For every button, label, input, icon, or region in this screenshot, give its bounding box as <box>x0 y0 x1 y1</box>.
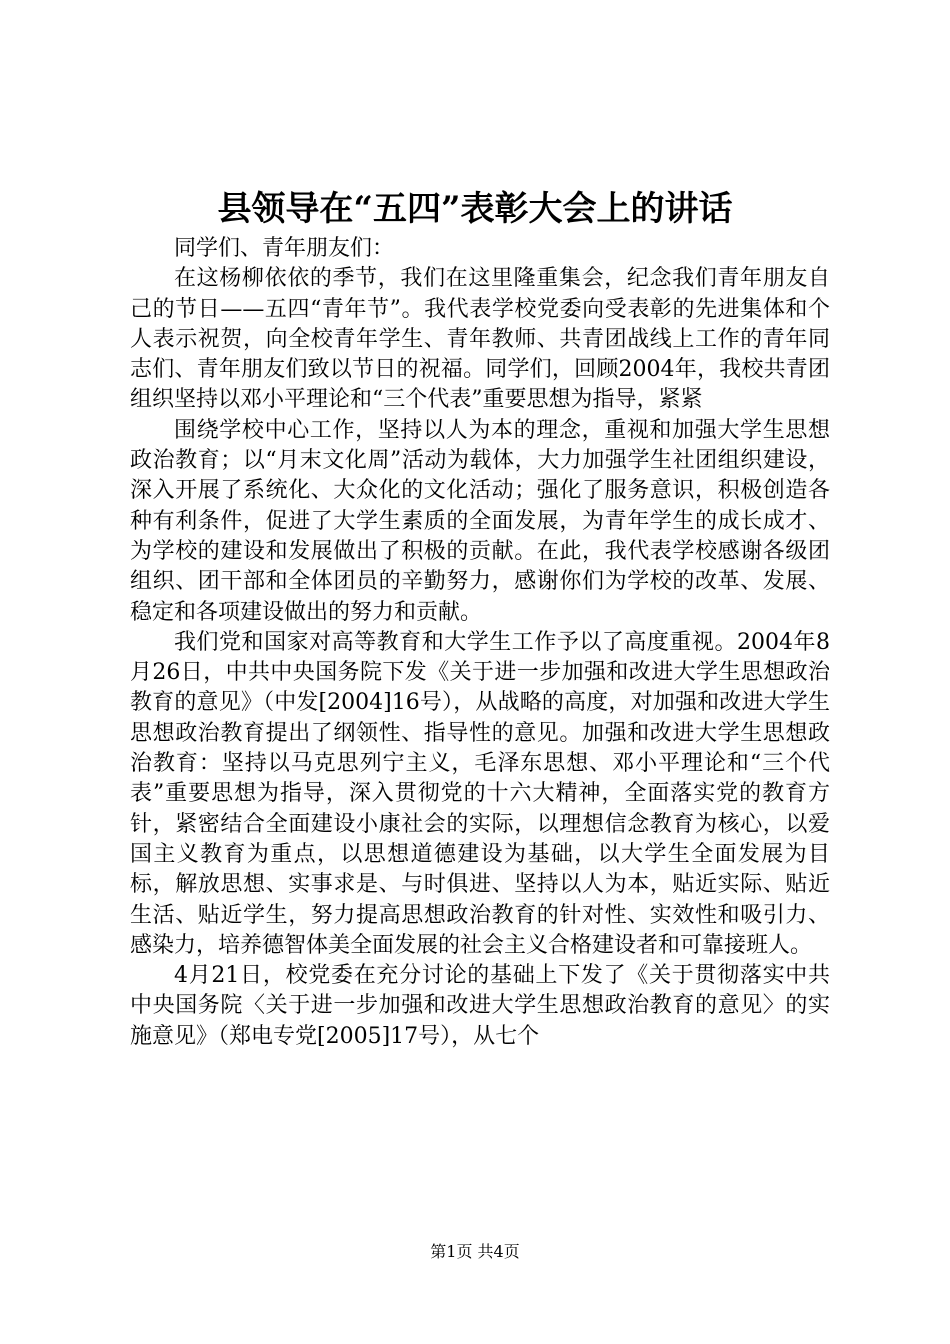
paragraph: 围绕学校中心工作，坚持以人为本的理念，重视和加强大学生思想政治教育；以“月末文化周”活动为载体，大力加强学生社团组织建设，深入开展了系统化、大众化的文化活动；强化了服务意识，积极创造各种有利条件，促进了大学生素质的全面发展，为青年学生的成长成才、为学校的建设和发展做出了积极的贡献。在此，我代表学校感谢各级团组织、团干部和全体团员的辛勤努力，感谢你们为学校的改革、发展、稳定和各项建设做出的努力和贡献。 <box>130 417 830 625</box>
document-body <box>130 234 830 1052</box>
paragraph: 在这杨柳依依的季节，我们在这里隆重集会，纪念我们青年朋友自己的节日——五四“青年节”。我代表学校党委向受表彰的先进集体和个人表示祝贺，向全校青年学生、青年教师、共青团战线上工作的青年同志们、青年朋友们致以节日的祝福。同学们，回顾2004年，我校共青团组织坚持以邓小平理论和“三个代表”重要思想为指导，紧紧 <box>130 266 830 413</box>
document-title: 县领导在“五四”表彰大会上的讲话 <box>217 189 733 229</box>
page-number-footer: 第1页 共4页 <box>430 1242 520 1261</box>
paragraph: 我们党和国家对高等教育和大学生工作予以了高度重视。2004年8月26日，中共中央国务院下发《关于进一步加强和改进大学生思想政治教育的意见》（中发[2004]16号），从战略的高度，对加强和改进大学生思想政治教育提出了纲领性、指导性的意见。加强和改进大学生思想政治教育：坚持以马克思列宁主义，毛泽东思想、邓小平理论和“三个代表”重要思想为指导，深入贯彻党的十六大精神，全面落实党的教育方针，紧密结合全面建设小康社会的实际，以理想信念教育为核心，以爱国主义教育为重点，以思想道德建设为基础，以大学生全面发展为目标，解放思想、实事求是、与时俱进、坚持以人为本，贴近实际、贴近生活、贴近学生，努力提高思想政治教育的针对性、实效性和吸引力、感染力，培养德智体美全面发展的社会主义合格建设者和可靠接班人。 <box>130 629 830 958</box>
paragraph-salutation: 同学们、青年朋友们： <box>174 236 395 261</box>
paragraph: 4月21日，校党委在充分讨论的基础上下发了《关于贯彻落实中共中央国务院〈关于进一步加强和改进大学生思想政治教育的意见〉的实施意见》（郑电专党[2005]17号），从七个 <box>130 963 830 1049</box>
